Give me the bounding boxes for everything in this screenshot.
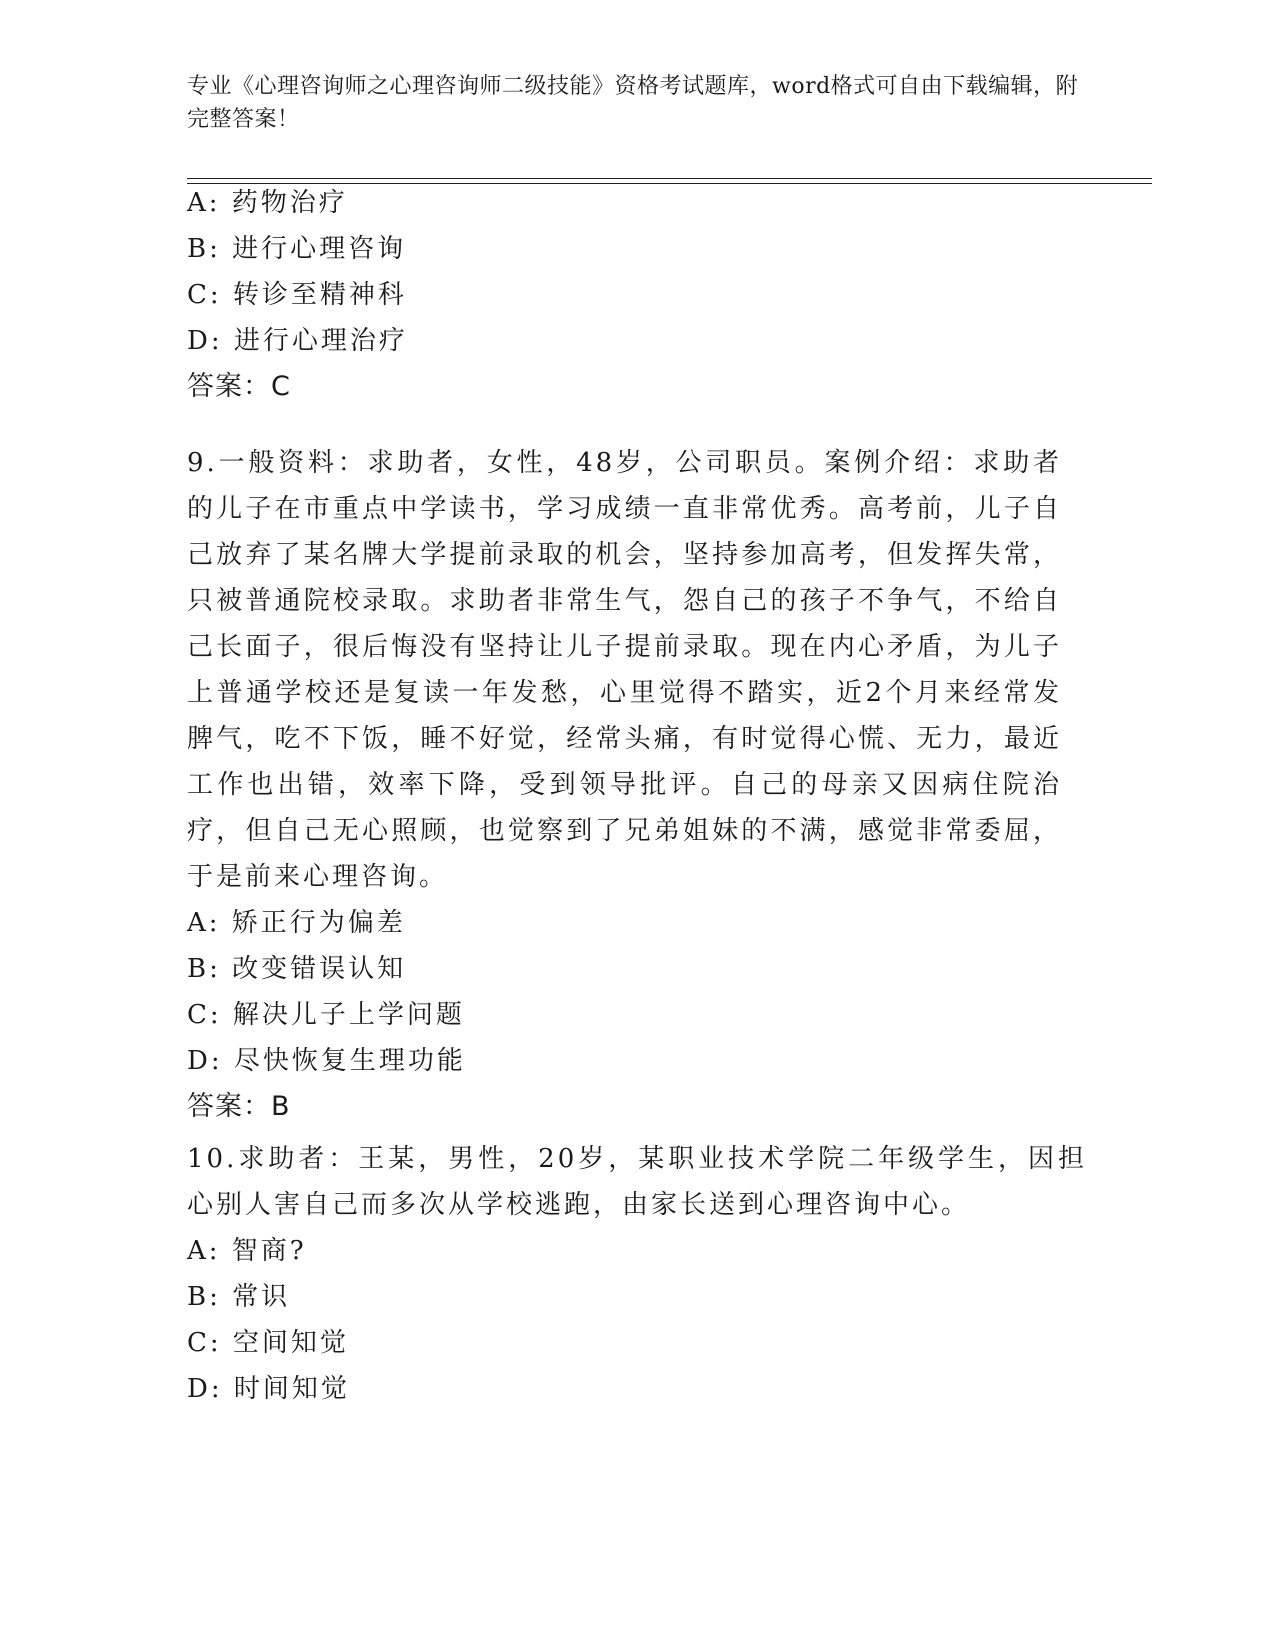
q9-option-a: A: 矫正行为偏差 — [187, 908, 406, 938]
q8-option-c: C: 转诊至精神科 — [187, 280, 407, 310]
q10-option-b: B: 常识 — [187, 1282, 291, 1312]
q10-text: 10.求助者：王某，男性，20岁，某职业技术学院二年级学生，因担心别人害自己而多次从学校逃跑，由家长送到心理咨询中心。 — [187, 1144, 1087, 1220]
q8-option-b: B: 进行心理咨询 — [187, 234, 407, 264]
question-10-block — [187, 1136, 1087, 1412]
question-9-block — [187, 440, 1067, 1130]
q8-option-a: A: 药物治疗 — [187, 188, 348, 218]
q8-answer: 答案：C — [187, 371, 291, 402]
header-rule-top — [187, 178, 1152, 179]
q9-answer: 答案：B — [187, 1091, 291, 1122]
q9-text: 9.一般资料：求助者，女性，48岁，公司职员。案例介绍：求助者的儿子在市重点中学读书，学习成绩一直非常优秀。高考前，儿子自己放弃了某名牌大学提前录取的机会，坚持参加高考，但发挥失常，只被普通院校录取。求助者非常生气，怨自己的孩子不争气，不给自己长面子，很后悔没有坚持让儿子提前录取。现在内心矛盾，为儿子上普通学校还是复读一年发愁，心里觉得不踏实，近2个月来经常发脾气，吃不下饭，睡不好觉，经常头痛，有时觉得心慌、无力，最近工作也出错，效率下降，受到领导批评。自己的母亲又因病住院治疗，但自己无心照顾，也觉察到了兄弟姐妹的不满，感觉非常委屈，于是前来心理咨询。 — [187, 448, 1062, 892]
q8-option-d: D: 进行心理治疗 — [187, 326, 408, 356]
q10-option-a: A: 智商? — [187, 1236, 307, 1266]
q10-option-d: D: 时间知觉 — [187, 1374, 350, 1404]
q9-option-b: B: 改变错误认知 — [187, 954, 407, 984]
document-header: 专业《心理咨询师之心理咨询师二级技能》资格考试题库，word格式可自由下载编辑，附完整答案！ — [187, 74, 1079, 132]
q9-option-d: D: 尽快恢复生理功能 — [187, 1046, 466, 1076]
q9-option-c: C: 解决儿子上学问题 — [187, 1000, 465, 1030]
question-8-block — [187, 180, 1067, 410]
q10-option-c: C: 空间知觉 — [187, 1328, 349, 1358]
